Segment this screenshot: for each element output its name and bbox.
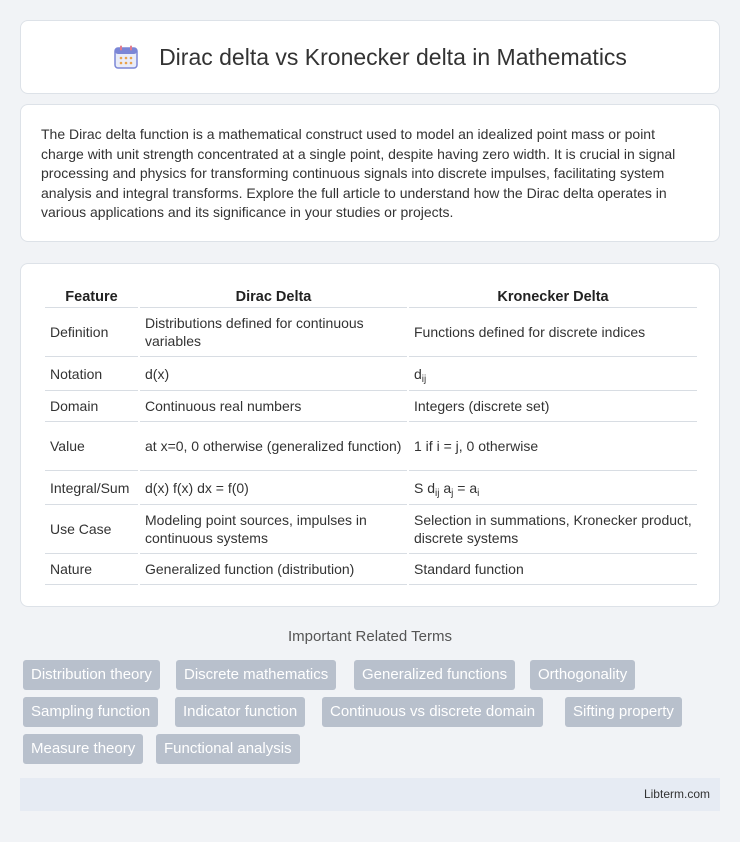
cell-feature: Domain <box>45 391 138 422</box>
sum-subscript: ij <box>435 487 440 499</box>
tag-sampling-function[interactable]: Sampling function <box>23 697 158 727</box>
table-row <box>45 357 697 391</box>
tag-indicator-function[interactable]: Indicator function <box>175 697 305 727</box>
cell-kronecker: Standard function <box>409 554 697 585</box>
sum-part: a <box>439 479 452 496</box>
sum-subscript: j <box>451 487 454 499</box>
tag-distribution-theory[interactable]: Distribution theory <box>23 660 160 690</box>
cell-dirac: Continuous real numbers <box>140 391 407 422</box>
page-title: Dirac delta vs Kronecker delta in Mathematics <box>159 43 627 70</box>
cell-dirac: Modeling point sources, impulses in continuous systems <box>140 505 407 554</box>
table-row <box>45 554 697 585</box>
cell-feature: Notation <box>45 357 138 391</box>
related-terms-title: Important Related Terms <box>288 628 452 645</box>
tag-measure-theory[interactable]: Measure theory <box>23 734 143 764</box>
cell-kronecker: 1 if i = j, 0 otherwise <box>409 422 697 471</box>
cell-kronecker: Selection in summations, Kronecker product, discrete systems <box>409 505 697 554</box>
tag-generalized-functions[interactable]: Generalized functions <box>354 660 515 690</box>
cell-feature: Nature <box>45 554 138 585</box>
kronecker-symbol: d <box>414 365 422 382</box>
cell-kronecker <box>409 357 697 391</box>
tag-orthogonality[interactable]: Orthogonality <box>530 660 635 690</box>
cell-feature: Use Case <box>45 505 138 554</box>
intro-text: The Dirac delta function is a mathematical construct used to model an idealized point mass or point charge with unit strength concentrated at a single point, despite having zero width. It is crucial in signal processing and physics for transforming continuous signals into discrete impulses, facilitating system analysis and integral transforms. Explore the full article to understand how the Dirac delta operates in various applications and its significance in your studies or projects. <box>41 126 676 220</box>
cell-feature: Integral/Sum <box>45 471 138 505</box>
cell-dirac: Distributions defined for continuous variables <box>140 308 407 357</box>
table-row <box>45 308 697 357</box>
table-row <box>45 471 697 505</box>
header-kronecker: Kronecker Delta <box>409 284 697 308</box>
calendar-icon <box>113 44 139 70</box>
cell-dirac: d(x) <box>140 357 407 391</box>
title-card <box>20 20 720 94</box>
header-dirac: Dirac Delta <box>140 284 407 308</box>
tag-discrete-mathematics[interactable]: Discrete mathematics <box>176 660 336 690</box>
kronecker-subscript: ij <box>421 373 427 385</box>
intro-card <box>20 104 720 242</box>
cell-dirac: d(x) f(x) dx = f(0) <box>140 471 407 505</box>
footer <box>20 778 720 811</box>
sum-part: = a <box>453 479 478 496</box>
cell-dirac: at x=0, 0 otherwise (generalized function) <box>140 422 407 471</box>
table-header-row <box>45 284 697 308</box>
footer-site-link[interactable]: Libterm.com <box>643 787 710 801</box>
table-row <box>45 422 697 471</box>
sum-subscript: i <box>477 487 480 499</box>
table-row <box>45 505 697 554</box>
comparison-card <box>20 263 720 607</box>
cell-dirac: Generalized function (distribution) <box>140 554 407 585</box>
sum-part: S d <box>414 479 436 496</box>
header-feature: Feature <box>45 284 138 308</box>
cell-kronecker <box>409 471 697 505</box>
cell-feature: Value <box>45 422 138 471</box>
comparison-table <box>43 284 699 585</box>
tag-continuous-vs-discrete[interactable]: Continuous vs discrete domain <box>322 697 543 727</box>
cell-feature: Definition <box>45 308 138 357</box>
table-row <box>45 391 697 422</box>
tag-functional-analysis[interactable]: Functional analysis <box>156 734 300 764</box>
cell-kronecker: Functions defined for discrete indices <box>409 308 697 357</box>
cell-kronecker: Integers (discrete set) <box>409 391 697 422</box>
tag-sifting-property[interactable]: Sifting property <box>565 697 682 727</box>
